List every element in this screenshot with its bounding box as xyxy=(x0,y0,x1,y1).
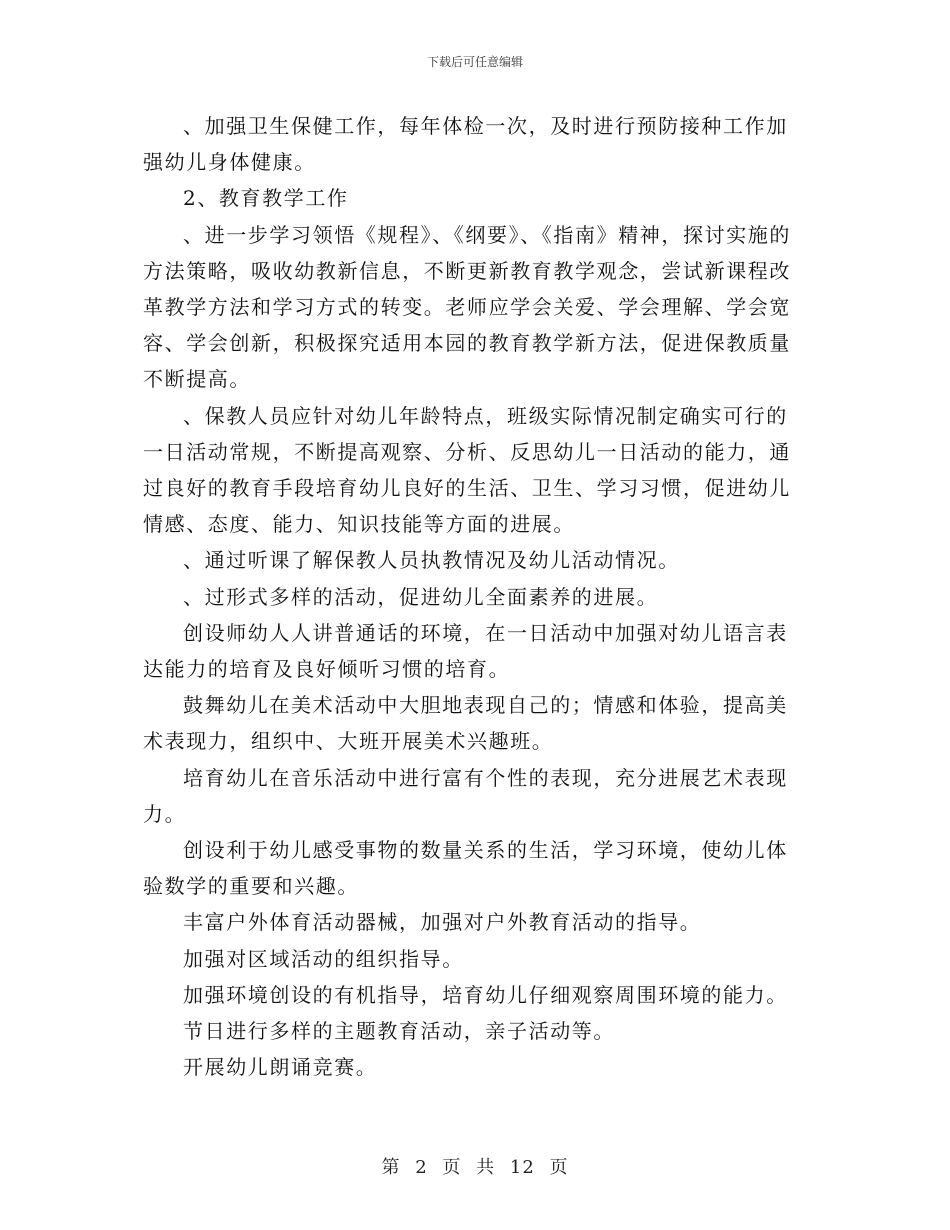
paragraph-music-activities: 培育幼儿在音乐活动中进行富有个性的表现，充分进展艺术表现力。 xyxy=(143,765,788,826)
paragraph-health-care: 、加强卫生保健工作，每年体检一次，及时进行预防接种工作加强幼儿身体健康。 xyxy=(143,114,788,175)
paragraph-environment-creation: 加强环境创设的有机指导，培育幼儿仔细观察周围环境的能力。 xyxy=(183,982,788,1007)
paragraph-math-environment: 创设利于幼儿感受事物的数量关系的生活，学习环境，使幼儿体验数学的重要和兴趣。 xyxy=(143,838,788,899)
paragraph-varied-activities: 、过形式多样的活动，促进幼儿全面素养的进展。 xyxy=(183,584,659,609)
paragraph-recitation-contest: 开展幼儿朗诵竞赛。 xyxy=(183,1055,378,1080)
footer-prefix: 第 xyxy=(381,1157,401,1178)
footer-current-page: 2 xyxy=(415,1157,428,1178)
paragraph-class-observation: 、通过听课了解保教人员执教情况及幼儿活动情况。 xyxy=(183,548,680,573)
paragraph-art-activities: 鼓舞幼儿在美术活动中大胆地表现自己的；情感和体验，提高美术表现力，组织中、大班开展美术兴趣班。 xyxy=(143,693,788,754)
paragraph-mandarin-environment: 创设师幼人人讲普通话的环境，在一日活动中加强对幼儿语言表达能力的培育及良好倾听习惯的培育。 xyxy=(143,620,788,682)
section-heading-teaching: 2、教育教学工作 xyxy=(183,186,349,211)
footer-total-pages: 12 xyxy=(509,1157,535,1178)
footer-page-word: 页 xyxy=(442,1157,462,1178)
paragraph-area-activities: 加强对区域活动的组织指导。 xyxy=(183,946,464,971)
paragraph-daily-routine: 、保教人员应针对幼儿年龄特点，班级实际情况制定确实可行的一日活动常规，不断提高观察、分析、反思幼儿一日活动的能力，通过良好的教育手段培育幼儿良好的生活、卫生、学习习惯，促进幼儿情感、态度、能力、知识技能等方面的进展。 xyxy=(143,403,791,537)
page-header: 下载后可任意编辑 xyxy=(426,55,523,69)
paragraph-festival-activities: 节日进行多样的主题教育活动，亲子活动等。 xyxy=(183,1019,615,1044)
footer-total-word: 共 xyxy=(476,1157,496,1178)
paragraph-outdoor-sports: 丰富户外体育活动器械，加强对户外教育活动的指导。 xyxy=(183,910,702,935)
footer-suffix: 页 xyxy=(549,1157,569,1178)
paragraph-study-guidelines: 、进一步学习领悟《规程》、《纲要》、《指南》精神，探讨实施的方法策略，吸收幼教新信息，不断更新教育教学观念，尝试新课程改革教学方法和学习方式的转变。老师应学会关爱、学会理解、学会宽容、学会创新，积极探究适用本园的教育教学新方法，促进保教质量不断提高。 xyxy=(143,222,791,392)
document-body xyxy=(143,108,803,1085)
page-footer xyxy=(0,1153,950,1179)
